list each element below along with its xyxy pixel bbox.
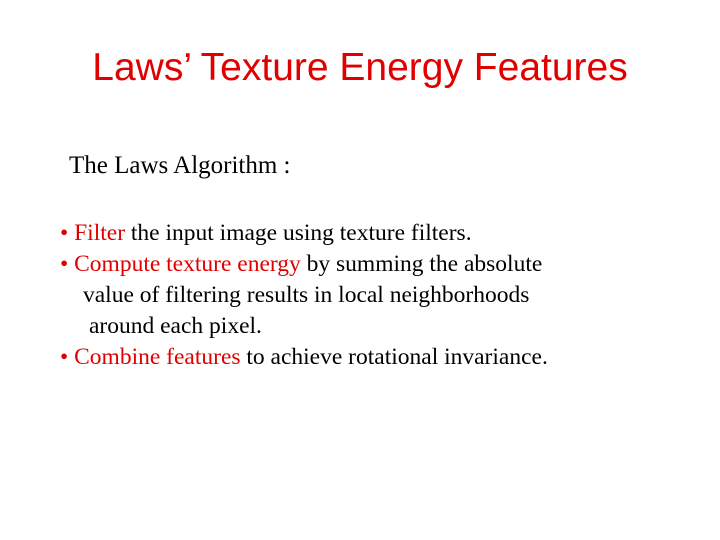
subheading: The Laws Algorithm : (69, 152, 291, 179)
bullet-continuation: value of filtering results in local neighborhoods (83, 282, 530, 308)
bullet-marker: • (60, 344, 69, 370)
bullet-list (60, 218, 710, 373)
bullet-highlight: Filter (74, 220, 126, 246)
bullet-highlight: Combine features (74, 344, 241, 370)
bullet-marker: • (60, 220, 69, 246)
bullet-marker: • (60, 251, 69, 277)
bullet-text: the input image using texture filters. (125, 220, 472, 246)
slide-title: Laws’ Texture Energy Features (92, 46, 628, 89)
bullet-highlight: Compute texture energy (74, 251, 301, 277)
bullet-item (60, 249, 710, 280)
bullet-text: by summing the absolute (300, 251, 543, 277)
bullet-item (60, 342, 710, 373)
bullet-item (60, 218, 710, 249)
bullet-continuation: around each pixel. (89, 313, 262, 339)
bullet-text: to achieve rotational invariance. (240, 344, 548, 370)
